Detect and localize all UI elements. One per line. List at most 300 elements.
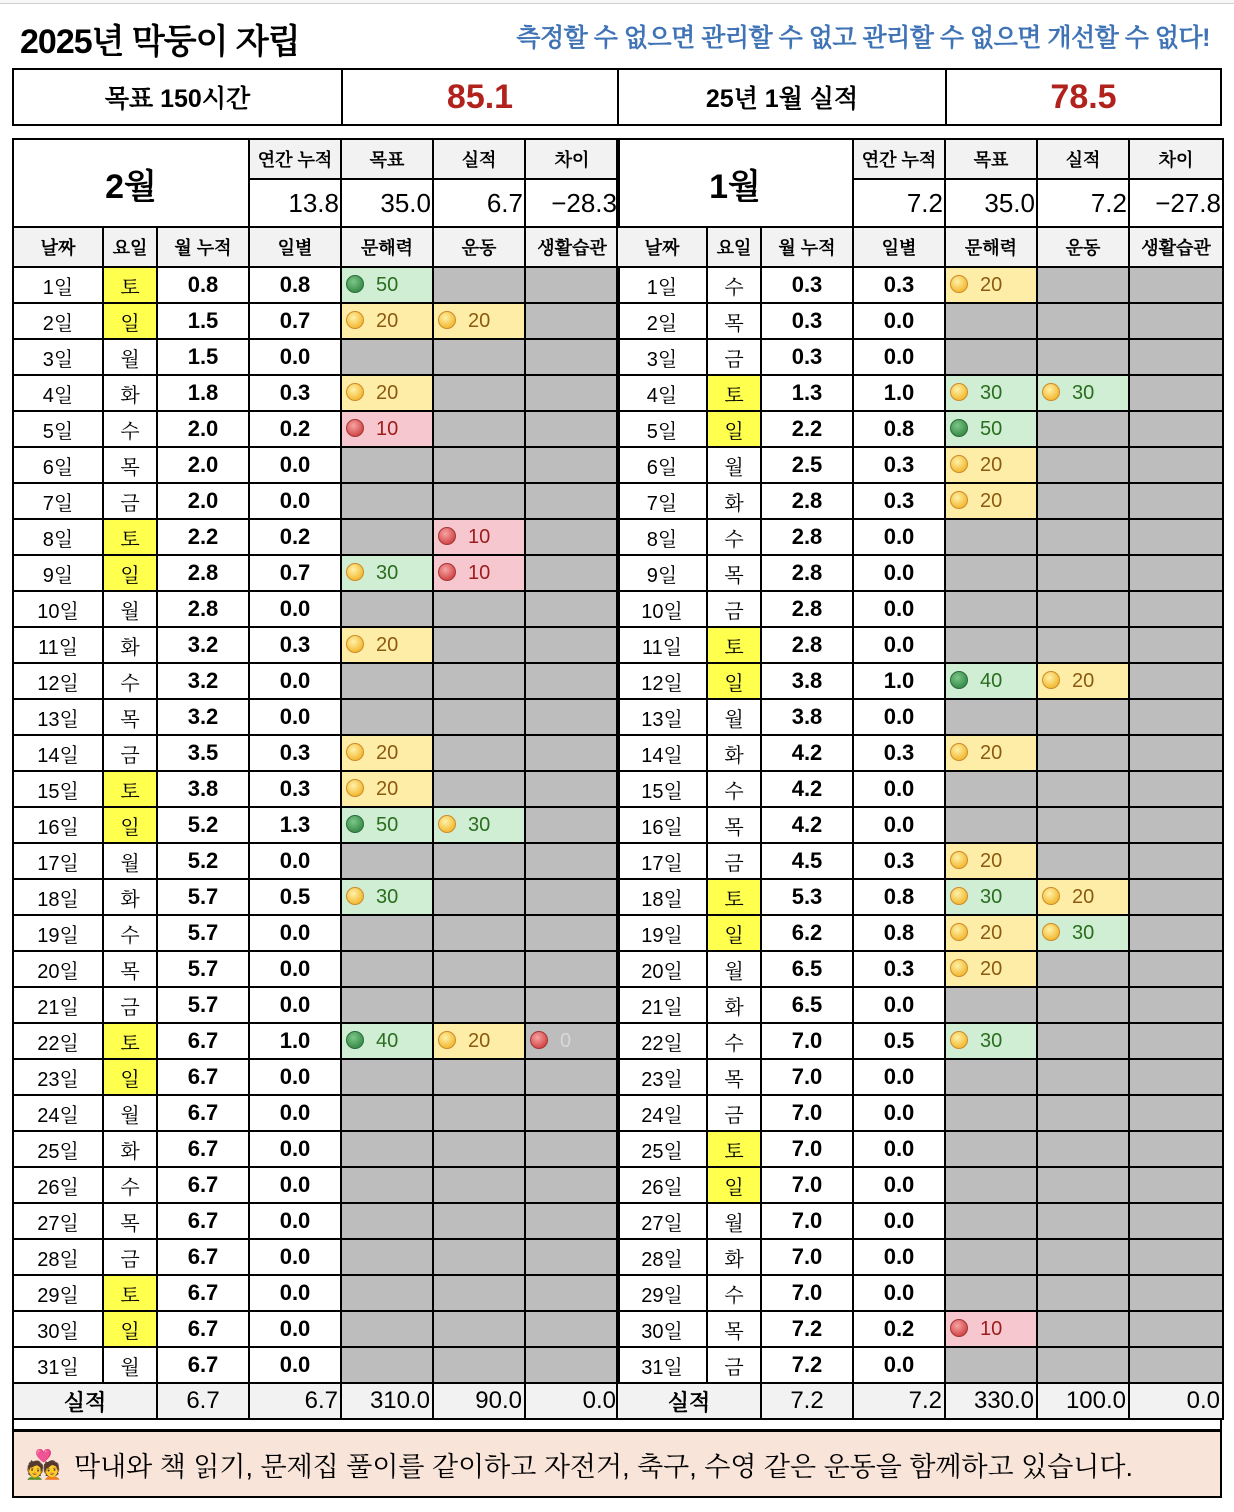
weekday-cell[interactable]: 토	[103, 771, 157, 807]
habits-cell[interactable]	[1129, 411, 1223, 447]
habits-cell[interactable]	[525, 303, 619, 339]
exercise-cell[interactable]	[433, 1203, 525, 1239]
month-cum-cell[interactable]: 7.2	[761, 1311, 853, 1347]
exercise-cell[interactable]	[433, 303, 525, 339]
date-cell[interactable]: 21일	[617, 987, 707, 1023]
date-cell[interactable]: 27일	[617, 1203, 707, 1239]
weekday-cell[interactable]: 토	[707, 627, 761, 663]
habits-cell[interactable]	[525, 1167, 619, 1203]
literacy-cell[interactable]	[341, 735, 433, 771]
exercise-cell[interactable]	[1037, 483, 1129, 519]
literacy-cell[interactable]	[341, 1347, 433, 1383]
habits-cell[interactable]	[1129, 1023, 1223, 1059]
weekday-cell[interactable]: 일	[707, 1167, 761, 1203]
weekday-cell[interactable]: 화	[707, 1239, 761, 1275]
goal-value[interactable]: 85.1	[343, 70, 619, 124]
date-cell[interactable]: 1일	[617, 267, 707, 303]
total-habits[interactable]: 0.0	[1129, 1383, 1223, 1419]
literacy-cell[interactable]	[945, 771, 1037, 807]
weekday-cell[interactable]: 금	[103, 735, 157, 771]
month-cum-cell[interactable]: 2.2	[157, 519, 249, 555]
month-cum-cell[interactable]: 6.7	[157, 1347, 249, 1383]
month-cum-cell[interactable]: 6.7	[157, 1059, 249, 1095]
daily-cell[interactable]: 1.0	[249, 1023, 341, 1059]
daily-cell[interactable]: 0.8	[853, 879, 945, 915]
habits-cell[interactable]	[1129, 663, 1223, 699]
actual-value[interactable]: 7.2	[1037, 179, 1129, 227]
literacy-cell[interactable]	[945, 447, 1037, 483]
weekday-cell[interactable]: 토	[103, 267, 157, 303]
exercise-cell[interactable]	[1037, 555, 1129, 591]
daily-cell[interactable]: 0.5	[853, 1023, 945, 1059]
habits-cell[interactable]	[1129, 1311, 1223, 1347]
month-cum-cell[interactable]: 3.8	[761, 699, 853, 735]
literacy-cell[interactable]	[341, 1167, 433, 1203]
weekday-cell[interactable]: 금	[707, 843, 761, 879]
weekday-cell[interactable]: 일	[707, 411, 761, 447]
habits-cell[interactable]	[525, 411, 619, 447]
date-cell[interactable]: 19일	[617, 915, 707, 951]
exercise-cell[interactable]	[1037, 1347, 1129, 1383]
weekday-cell[interactable]: 화	[103, 1131, 157, 1167]
month-cum-cell[interactable]: 2.8	[157, 555, 249, 591]
total-daily[interactable]: 7.2	[853, 1383, 945, 1419]
month-cum-cell[interactable]: 7.0	[761, 1095, 853, 1131]
col-header-date[interactable]: 날짜	[13, 227, 103, 267]
weekday-cell[interactable]: 수	[707, 1275, 761, 1311]
daily-cell[interactable]: 0.0	[249, 447, 341, 483]
daily-cell[interactable]: 0.8	[249, 267, 341, 303]
month-cum-cell[interactable]: 2.8	[761, 519, 853, 555]
month-cum-cell[interactable]: 2.2	[761, 411, 853, 447]
daily-cell[interactable]: 0.0	[853, 1131, 945, 1167]
literacy-cell[interactable]	[341, 843, 433, 879]
habits-cell[interactable]	[1129, 699, 1223, 735]
note-banner[interactable]	[12, 1430, 1222, 1498]
daily-cell[interactable]: 0.0	[249, 1239, 341, 1275]
month-cum-cell[interactable]: 1.8	[157, 375, 249, 411]
habits-cell[interactable]	[1129, 627, 1223, 663]
col-header-weekday[interactable]: 요일	[707, 227, 761, 267]
weekday-cell[interactable]: 금	[707, 1095, 761, 1131]
month-cum-cell[interactable]: 5.7	[157, 915, 249, 951]
exercise-cell[interactable]	[1037, 987, 1129, 1023]
date-cell[interactable]: 13일	[13, 699, 103, 735]
weekday-cell[interactable]: 월	[103, 1347, 157, 1383]
date-cell[interactable]: 8일	[617, 519, 707, 555]
literacy-cell[interactable]	[341, 411, 433, 447]
date-cell[interactable]: 19일	[13, 915, 103, 951]
date-cell[interactable]: 17일	[13, 843, 103, 879]
exercise-cell[interactable]	[433, 519, 525, 555]
literacy-cell[interactable]	[341, 807, 433, 843]
date-cell[interactable]: 3일	[617, 339, 707, 375]
habits-cell[interactable]	[525, 735, 619, 771]
daily-cell[interactable]: 0.0	[249, 1347, 341, 1383]
month-cum-cell[interactable]: 6.7	[157, 1311, 249, 1347]
habits-cell[interactable]	[525, 519, 619, 555]
date-cell[interactable]: 13일	[617, 699, 707, 735]
total-daily[interactable]: 6.7	[249, 1383, 341, 1419]
daily-cell[interactable]: 0.3	[249, 375, 341, 411]
month-cum-cell[interactable]: 1.5	[157, 303, 249, 339]
literacy-cell[interactable]	[945, 483, 1037, 519]
literacy-cell[interactable]	[945, 1203, 1037, 1239]
col-header-literacy[interactable]: 문해력	[341, 227, 433, 267]
habits-cell[interactable]	[1129, 843, 1223, 879]
daily-cell[interactable]: 0.0	[853, 519, 945, 555]
literacy-cell[interactable]	[945, 1059, 1037, 1095]
exercise-cell[interactable]	[433, 1167, 525, 1203]
habits-cell[interactable]	[525, 1203, 619, 1239]
exercise-cell[interactable]	[433, 375, 525, 411]
literacy-cell[interactable]	[945, 735, 1037, 771]
daily-cell[interactable]: 0.0	[249, 1311, 341, 1347]
month-cum-cell[interactable]: 3.8	[157, 771, 249, 807]
date-cell[interactable]: 26일	[617, 1167, 707, 1203]
weekday-cell[interactable]: 월	[103, 1095, 157, 1131]
literacy-cell[interactable]	[945, 987, 1037, 1023]
exercise-cell[interactable]	[1037, 1203, 1129, 1239]
weekday-cell[interactable]: 화	[103, 627, 157, 663]
date-cell[interactable]: 10일	[617, 591, 707, 627]
weekday-cell[interactable]: 월	[707, 951, 761, 987]
exercise-cell[interactable]	[433, 699, 525, 735]
date-cell[interactable]: 16일	[617, 807, 707, 843]
daily-cell[interactable]: 0.8	[853, 411, 945, 447]
exercise-cell[interactable]	[1037, 627, 1129, 663]
goal-label[interactable]: 목표 150시간	[14, 70, 343, 124]
month-cum-cell[interactable]: 2.8	[761, 627, 853, 663]
date-cell[interactable]: 29일	[617, 1275, 707, 1311]
exercise-cell[interactable]	[1037, 519, 1129, 555]
month-cum-cell[interactable]: 2.8	[761, 483, 853, 519]
literacy-cell[interactable]	[341, 879, 433, 915]
habits-cell[interactable]	[1129, 987, 1223, 1023]
annual-cum-value[interactable]: 13.8	[249, 179, 341, 227]
habits-cell[interactable]	[525, 987, 619, 1023]
date-cell[interactable]: 7일	[13, 483, 103, 519]
habits-cell[interactable]	[1129, 951, 1223, 987]
month-cum-cell[interactable]: 7.0	[761, 1275, 853, 1311]
date-cell[interactable]: 12일	[13, 663, 103, 699]
col-header-month-cum[interactable]: 월 누적	[157, 227, 249, 267]
weekday-cell[interactable]: 목	[103, 1203, 157, 1239]
habits-cell[interactable]	[525, 375, 619, 411]
literacy-cell[interactable]	[945, 663, 1037, 699]
month-cum-cell[interactable]: 1.3	[761, 375, 853, 411]
date-cell[interactable]: 22일	[617, 1023, 707, 1059]
habits-cell[interactable]	[525, 1275, 619, 1311]
exercise-cell[interactable]	[1037, 951, 1129, 987]
habits-cell[interactable]	[525, 951, 619, 987]
literacy-cell[interactable]	[341, 1095, 433, 1131]
total-exercise[interactable]: 100.0	[1037, 1383, 1129, 1419]
date-cell[interactable]: 24일	[617, 1095, 707, 1131]
literacy-cell[interactable]	[341, 267, 433, 303]
literacy-cell[interactable]	[945, 1347, 1037, 1383]
daily-cell[interactable]: 0.0	[249, 1131, 341, 1167]
daily-cell[interactable]: 1.0	[853, 375, 945, 411]
weekday-cell[interactable]: 일	[103, 555, 157, 591]
habits-cell[interactable]	[525, 483, 619, 519]
literacy-cell[interactable]	[945, 1239, 1037, 1275]
col-header-daily[interactable]: 일별	[853, 227, 945, 267]
exercise-cell[interactable]	[433, 267, 525, 303]
month-cum-cell[interactable]: 2.0	[157, 447, 249, 483]
exercise-cell[interactable]	[1037, 1167, 1129, 1203]
exercise-cell[interactable]	[433, 663, 525, 699]
weekday-cell[interactable]: 금	[103, 987, 157, 1023]
date-cell[interactable]: 25일	[13, 1131, 103, 1167]
daily-cell[interactable]: 0.0	[249, 663, 341, 699]
exercise-cell[interactable]	[1037, 447, 1129, 483]
literacy-cell[interactable]	[341, 915, 433, 951]
weekday-cell[interactable]: 토	[707, 879, 761, 915]
month-cum-cell[interactable]: 6.7	[157, 1239, 249, 1275]
daily-cell[interactable]: 0.0	[853, 987, 945, 1023]
weekday-cell[interactable]: 수	[707, 267, 761, 303]
habits-cell[interactable]	[1129, 519, 1223, 555]
col-header-habits[interactable]: 생활습관	[1129, 227, 1223, 267]
month-cum-cell[interactable]: 0.3	[761, 303, 853, 339]
month-cum-cell[interactable]: 3.5	[157, 735, 249, 771]
target-value[interactable]: 35.0	[341, 179, 433, 227]
date-cell[interactable]: 9일	[617, 555, 707, 591]
weekday-cell[interactable]: 수	[707, 519, 761, 555]
weekday-cell[interactable]: 목	[707, 1311, 761, 1347]
weekday-cell[interactable]: 월	[707, 699, 761, 735]
exercise-cell[interactable]	[433, 591, 525, 627]
total-month-cum[interactable]: 6.7	[157, 1383, 249, 1419]
exercise-cell[interactable]	[433, 447, 525, 483]
date-cell[interactable]: 14일	[617, 735, 707, 771]
literacy-cell[interactable]	[341, 1059, 433, 1095]
daily-cell[interactable]: 0.2	[249, 519, 341, 555]
month-cum-cell[interactable]: 6.7	[157, 1023, 249, 1059]
month-cum-cell[interactable]: 5.3	[761, 879, 853, 915]
exercise-cell[interactable]	[433, 915, 525, 951]
exercise-cell[interactable]	[433, 1275, 525, 1311]
prev-month-label[interactable]: 25년 1월 실적	[619, 70, 947, 124]
habits-cell[interactable]	[525, 555, 619, 591]
exercise-cell[interactable]	[1037, 411, 1129, 447]
exercise-cell[interactable]	[1037, 375, 1129, 411]
daily-cell[interactable]: 0.0	[853, 771, 945, 807]
date-cell[interactable]: 23일	[617, 1059, 707, 1095]
habits-cell[interactable]	[1129, 1167, 1223, 1203]
weekday-cell[interactable]: 목	[707, 807, 761, 843]
month-cum-cell[interactable]: 2.8	[157, 591, 249, 627]
target-value[interactable]: 35.0	[945, 179, 1037, 227]
diff-value[interactable]: −27.8	[1129, 179, 1223, 227]
habits-cell[interactable]	[525, 339, 619, 375]
exercise-cell[interactable]	[433, 1059, 525, 1095]
literacy-cell[interactable]	[945, 303, 1037, 339]
col-header-daily[interactable]: 일별	[249, 227, 341, 267]
diff-value[interactable]: −28.3	[525, 179, 619, 227]
date-cell[interactable]: 1일	[13, 267, 103, 303]
date-cell[interactable]: 2일	[13, 303, 103, 339]
date-cell[interactable]: 8일	[13, 519, 103, 555]
habits-cell[interactable]	[1129, 879, 1223, 915]
exercise-cell[interactable]	[433, 411, 525, 447]
literacy-cell[interactable]	[341, 303, 433, 339]
habits-cell[interactable]	[1129, 591, 1223, 627]
literacy-cell[interactable]	[341, 591, 433, 627]
month-cum-cell[interactable]: 7.0	[761, 1059, 853, 1095]
date-cell[interactable]: 4일	[13, 375, 103, 411]
col-header-exercise[interactable]: 운동	[433, 227, 525, 267]
exercise-cell[interactable]	[433, 1095, 525, 1131]
month-cum-cell[interactable]: 3.2	[157, 699, 249, 735]
daily-cell[interactable]: 0.0	[853, 1275, 945, 1311]
weekday-cell[interactable]: 수	[103, 411, 157, 447]
exercise-cell[interactable]	[433, 483, 525, 519]
daily-cell[interactable]: 0.7	[249, 555, 341, 591]
daily-cell[interactable]: 0.0	[249, 339, 341, 375]
col-header-month-cum[interactable]: 월 누적	[761, 227, 853, 267]
weekday-cell[interactable]: 토	[103, 1275, 157, 1311]
literacy-cell[interactable]	[945, 1131, 1037, 1167]
month-cum-cell[interactable]: 6.7	[157, 1275, 249, 1311]
daily-cell[interactable]: 0.0	[853, 1203, 945, 1239]
month-cum-cell[interactable]: 4.2	[761, 735, 853, 771]
weekday-cell[interactable]: 금	[103, 483, 157, 519]
date-cell[interactable]: 21일	[13, 987, 103, 1023]
daily-cell[interactable]: 0.3	[853, 843, 945, 879]
habits-cell[interactable]	[1129, 771, 1223, 807]
weekday-cell[interactable]: 월	[707, 1203, 761, 1239]
daily-cell[interactable]: 1.3	[249, 807, 341, 843]
literacy-cell[interactable]	[945, 1275, 1037, 1311]
weekday-cell[interactable]: 목	[707, 555, 761, 591]
exercise-cell[interactable]	[433, 555, 525, 591]
exercise-cell[interactable]	[433, 771, 525, 807]
literacy-cell[interactable]	[945, 591, 1037, 627]
total-exercise[interactable]: 90.0	[433, 1383, 525, 1419]
date-cell[interactable]: 22일	[13, 1023, 103, 1059]
month-cum-cell[interactable]: 0.3	[761, 339, 853, 375]
month-cum-cell[interactable]: 5.7	[157, 951, 249, 987]
month-cum-cell[interactable]: 7.0	[761, 1023, 853, 1059]
exercise-cell[interactable]	[433, 807, 525, 843]
daily-cell[interactable]: 0.0	[249, 915, 341, 951]
date-cell[interactable]: 23일	[13, 1059, 103, 1095]
literacy-cell[interactable]	[945, 1311, 1037, 1347]
exercise-cell[interactable]	[1037, 699, 1129, 735]
month-cum-cell[interactable]: 6.7	[157, 1095, 249, 1131]
month-cum-cell[interactable]: 7.0	[761, 1203, 853, 1239]
date-cell[interactable]: 7일	[617, 483, 707, 519]
date-cell[interactable]: 31일	[13, 1347, 103, 1383]
habits-cell[interactable]	[525, 447, 619, 483]
habits-cell[interactable]	[525, 591, 619, 627]
date-cell[interactable]: 31일	[617, 1347, 707, 1383]
weekday-cell[interactable]: 월	[103, 591, 157, 627]
weekday-cell[interactable]: 토	[707, 1131, 761, 1167]
date-cell[interactable]: 24일	[13, 1095, 103, 1131]
total-literacy[interactable]: 310.0	[341, 1383, 433, 1419]
exercise-cell[interactable]	[433, 1239, 525, 1275]
exercise-cell[interactable]	[1037, 771, 1129, 807]
habits-cell[interactable]	[1129, 303, 1223, 339]
exercise-cell[interactable]	[433, 987, 525, 1023]
habits-cell[interactable]	[1129, 1275, 1223, 1311]
date-cell[interactable]: 20일	[13, 951, 103, 987]
literacy-cell[interactable]	[341, 699, 433, 735]
date-cell[interactable]: 5일	[13, 411, 103, 447]
exercise-cell[interactable]	[1037, 807, 1129, 843]
habits-cell[interactable]	[525, 807, 619, 843]
exercise-cell[interactable]	[433, 1311, 525, 1347]
month-cum-cell[interactable]: 2.0	[157, 483, 249, 519]
weekday-cell[interactable]: 일	[103, 303, 157, 339]
date-cell[interactable]: 16일	[13, 807, 103, 843]
literacy-cell[interactable]	[945, 879, 1037, 915]
daily-cell[interactable]: 0.3	[853, 483, 945, 519]
col-header-literacy[interactable]: 문해력	[945, 227, 1037, 267]
literacy-cell[interactable]	[945, 1095, 1037, 1131]
daily-cell[interactable]: 0.0	[249, 1203, 341, 1239]
weekday-cell[interactable]: 목	[103, 699, 157, 735]
daily-cell[interactable]: 0.0	[853, 1347, 945, 1383]
exercise-cell[interactable]	[433, 1131, 525, 1167]
weekday-cell[interactable]: 월	[707, 447, 761, 483]
habits-cell[interactable]	[525, 1023, 619, 1059]
weekday-cell[interactable]: 금	[707, 1347, 761, 1383]
habits-cell[interactable]	[1129, 1347, 1223, 1383]
daily-cell[interactable]: 0.0	[853, 627, 945, 663]
date-cell[interactable]: 30일	[13, 1311, 103, 1347]
exercise-cell[interactable]	[433, 879, 525, 915]
weekday-cell[interactable]: 목	[707, 1059, 761, 1095]
col-header-weekday[interactable]: 요일	[103, 227, 157, 267]
literacy-cell[interactable]	[341, 483, 433, 519]
literacy-cell[interactable]	[945, 411, 1037, 447]
weekday-cell[interactable]: 수	[707, 1023, 761, 1059]
literacy-cell[interactable]	[945, 951, 1037, 987]
habits-cell[interactable]	[1129, 1239, 1223, 1275]
habits-cell[interactable]	[525, 267, 619, 303]
month-cum-cell[interactable]: 3.8	[761, 663, 853, 699]
exercise-cell[interactable]	[1037, 663, 1129, 699]
habits-cell[interactable]	[525, 843, 619, 879]
month-cum-cell[interactable]: 1.5	[157, 339, 249, 375]
literacy-cell[interactable]	[945, 339, 1037, 375]
date-cell[interactable]: 15일	[13, 771, 103, 807]
weekday-cell[interactable]: 금	[707, 591, 761, 627]
exercise-cell[interactable]	[1037, 1239, 1129, 1275]
month-cum-cell[interactable]: 2.8	[761, 555, 853, 591]
month-cum-cell[interactable]: 2.0	[157, 411, 249, 447]
habits-cell[interactable]	[525, 1347, 619, 1383]
weekday-cell[interactable]: 수	[103, 663, 157, 699]
literacy-cell[interactable]	[341, 339, 433, 375]
daily-cell[interactable]: 0.2	[249, 411, 341, 447]
daily-cell[interactable]: 0.0	[853, 555, 945, 591]
date-cell[interactable]: 25일	[617, 1131, 707, 1167]
weekday-cell[interactable]: 토	[103, 519, 157, 555]
daily-cell[interactable]: 0.0	[249, 1167, 341, 1203]
weekday-cell[interactable]: 토	[103, 1023, 157, 1059]
daily-cell[interactable]: 0.0	[249, 1275, 341, 1311]
daily-cell[interactable]: 0.0	[853, 591, 945, 627]
weekday-cell[interactable]: 화	[103, 879, 157, 915]
weekday-cell[interactable]: 일	[707, 663, 761, 699]
habits-cell[interactable]	[1129, 1203, 1223, 1239]
month-cum-cell[interactable]: 7.2	[761, 1347, 853, 1383]
